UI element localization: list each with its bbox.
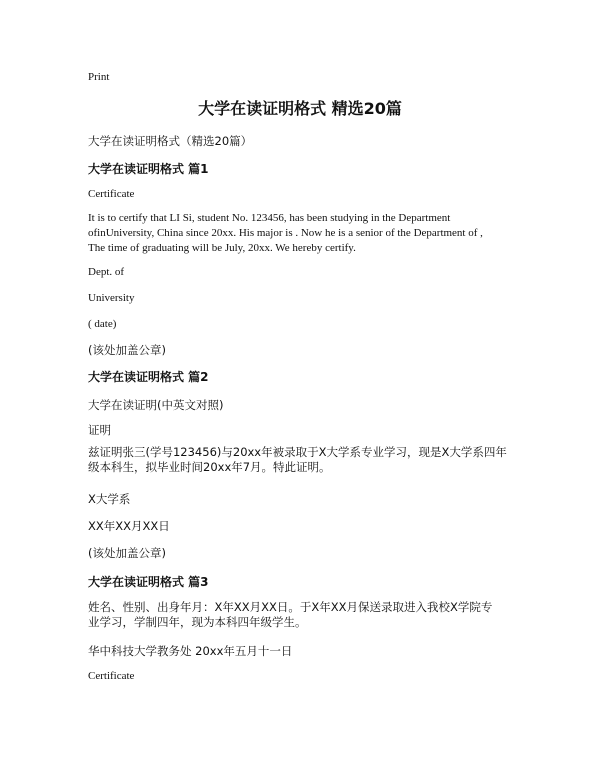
section1-date: ( date): [88, 318, 117, 330]
document-subtitle: 大学在读证明格式（精选20篇）: [88, 134, 253, 148]
section1-university: University: [88, 292, 135, 304]
section3-office-date: 华中科技大学教务处 20xx年五月十一日: [88, 644, 293, 658]
section2-date: XX年XX月XX日: [88, 519, 170, 533]
section1-seal-note: (该处加盖公章): [88, 343, 166, 357]
paragraph-line: The time of graduating will be July, 20xx. We hereby certify.: [88, 242, 356, 254]
paragraph-line: It is to certify that LI Si, student No. 123456, has been studying in the Department: [88, 212, 451, 224]
section3-heading: 大学在读证明格式 篇3: [88, 575, 209, 589]
section2-dept: X大学系: [88, 492, 131, 506]
page-title: 大学在读证明格式 精选20篇: [198, 99, 402, 118]
section2-heading: 大学在读证明格式 篇2: [88, 370, 209, 384]
paragraph-line: 业学习，学制四年，现为本科四年级学生。: [88, 615, 307, 629]
section2-line1: 大学在读证明(中英文对照): [88, 398, 224, 412]
section2-line2: 证明: [88, 423, 111, 437]
section3-paragraph: [88, 600, 513, 630]
print-label[interactable]: Print: [88, 71, 110, 83]
paragraph-line: 兹证明张三(学号123456)与20xx年被录取于X大学系专业学习，现是X大学系四年: [88, 445, 507, 459]
paragraph-line: 姓名、性别、出身年月：X年XX月XX日。于X年XX月保送录取进入我校X学院专: [88, 600, 493, 614]
paragraph-line: 级本科生，拟毕业时间20xx年7月。特此证明。: [88, 460, 331, 474]
section2-paragraph: [88, 445, 513, 475]
section1-paragraph: [88, 211, 513, 256]
section1-certificate: Certificate: [88, 188, 135, 200]
paragraph-line: ofinUniversity, China since 20xx. His major is . Now he is a senior of the Department of ,: [88, 227, 483, 239]
section1-heading: 大学在读证明格式 篇1: [88, 162, 209, 176]
section3-certificate: Certificate: [88, 670, 135, 682]
section1-dept: Dept. of: [88, 266, 125, 278]
section2-seal-note: (该处加盖公章): [88, 546, 166, 560]
